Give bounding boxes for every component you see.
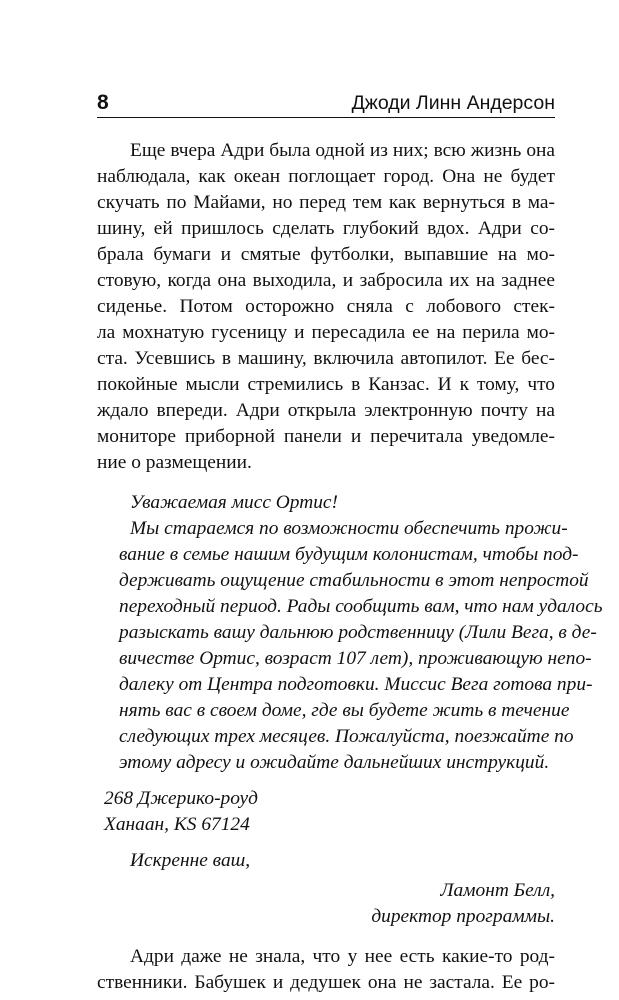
letter-signature-title: директор программы. [371, 906, 555, 927]
letter-line: следующих трех месяцев. Пожалуйста, поезжайте по [119, 726, 574, 747]
paragraph-line: шину, ей пришлось сделать глубокий вдох. Адри со- [97, 218, 555, 239]
header-rule [97, 117, 555, 118]
letter-line: держивать ощущение стабильности в этот непростой [119, 570, 589, 591]
letter-line: нять вас в своем доме, где вы будете жить в течение [119, 700, 570, 721]
letter-line: далеку от Центра подготовки. Миссис Вега готова при- [119, 674, 593, 695]
paragraph-line: Еще вчера Адри была одной из них; всю жизнь она [130, 140, 555, 161]
letter-closing: Искренне ваш, [130, 850, 251, 871]
paragraph-line: брала бумаги и смятые футболки, выпавшие на мо- [97, 244, 555, 265]
letter-line: разыскать вашу дальнюю родственницу (Лили Вега, в де- [119, 622, 597, 643]
paragraph-line: Адри даже не знала, что у нее есть какие-то род- [130, 946, 555, 967]
paragraph-line: ние о размещении. [97, 452, 252, 473]
letter-line: переходный период. Рады сообщить вам, что нам удалось [119, 596, 603, 617]
paragraph-line: скучать по Майами, но перед тем как вернуться в ма- [97, 192, 555, 213]
page-number: 8 [97, 91, 109, 114]
paragraph-line: ла мохнатую гусеницу и пересадила ее на перила мо- [97, 322, 555, 343]
paragraph-line: ственники. Бабушек и дедушек она не застала. Ее ро- [97, 972, 555, 993]
letter-salutation: Уважаемая мисс Ортис! [130, 492, 338, 513]
letter-address-line: 268 Джерико-роуд [104, 788, 258, 809]
letter-address-line: Ханаан, KS 67124 [104, 814, 250, 835]
paragraph-line: покойные мысли стремились в Канзас. И к тому, что [97, 374, 555, 395]
letter-line: Мы стараемся по возможности обеспечить прожи- [130, 518, 568, 539]
running-head: Джоди Линн Андерсон [351, 92, 555, 114]
paragraph-line: ждало впереди. Адри открыла электронную почту на [97, 400, 555, 421]
paragraph-line: стовую, когда она выходила, и забросила их на заднее [97, 270, 555, 291]
paragraph-line: наблюдала, как океан поглощает город. Она не будет [97, 166, 555, 187]
paragraph-line: мониторе приборной панели и перечитала уведомле- [97, 426, 555, 447]
letter-signature-name: Ламонт Белл, [440, 880, 555, 901]
paragraph-line: сиденье. Потом осторожно сняла с лобового стек- [97, 296, 555, 317]
letter-line: вичестве Ортис, возраст 107 лет), проживающую непо- [119, 648, 592, 669]
letter-line: вание в семье нашим будущим колонистам, чтобы под- [119, 544, 579, 565]
letter-line: этому адресу и ожидайте дальнейших инструкций. [119, 752, 550, 773]
paragraph-line: ста. Усевшись в машину, включила автопилот. Ее бес- [97, 348, 555, 369]
